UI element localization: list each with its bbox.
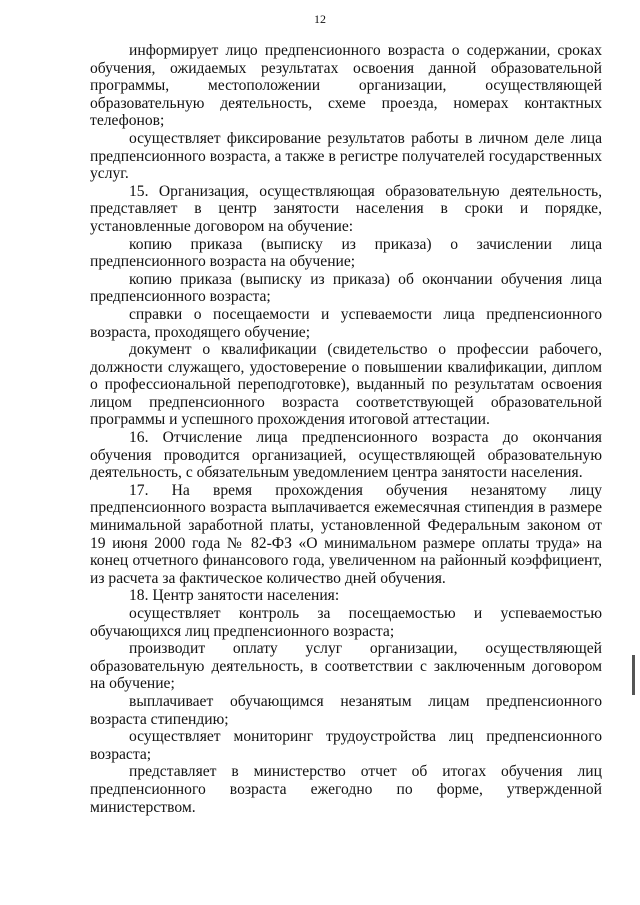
paragraph-completion-order: копию приказа (выписку из приказа) об окончании обучения лица предпенсионного возраста; [90,270,602,306]
page-number: 12 [314,12,326,26]
paragraph-enrollment-order: копию приказа (выписку из приказа) о зачислении лица предпенсионного возраста на обучение; [90,235,602,271]
scan-edge-mark [632,655,635,695]
document-body [90,42,602,816]
paragraph-employment-monitoring: осуществляет мониторинг трудоустройства лиц предпенсионного возраста; [90,728,602,763]
paragraph-pay-stipend: выплачивает обучающимся незанятым лицам предпенсионного возраста стипендию; [90,692,602,728]
paragraph-monitor-attendance: осуществляет контроль за посещаемостью и успеваемостью обучающихся лиц предпенсионного возраста; [90,605,602,640]
paragraph-qualification-document: документ о квалификации (свидетельство о профессии рабочего, должности служащего, удостоверение о повышении квалификации, диплом о профессиональной переподготовке), выданный по результатам освоения лицом предпенсионного возраста соответствующей образовательной программы и успешного прохождения итоговой аттестации. [90,341,602,429]
paragraph-pay-services: производит оплату услуг организации, осуществляющей образовательную деятельность, в соответствии с заключенным договором на обучение; [90,640,602,693]
paragraph-annual-report: представляет в министерство отчет об итогах обучения лиц предпенсионного возраста ежегодно по форме, утвержденной министерством. [90,763,602,816]
paragraph-item-18: 18. Центр занятости населения: [129,587,340,605]
paragraph-item-16: 16. Отчисление лица предпенсионного возраста до окончания обучения проводится организацией, осуществляющей образовательную деятельность, с обязательным уведомлением центра занятости населения. [90,429,602,482]
paragraph-item-17: 17. На время прохождения обучения незанятому лицу предпенсионного возраста выплачивается ежемесячная стипендия в размере минимальной заработной платы, установленной Федеральным законом от 19 июня 2000 года № 82-ФЗ «О минимальном размере оплаты труда» на конец отчетного финансового года, увеличенном на районный коэффициент, из расчета за фактическое количество дней обучения. [90,481,602,587]
paragraph-record-results: осуществляет фиксирование результатов работы в личном деле лица предпенсионного возраста, а также в регистре получателей государственных услуг. [90,129,602,183]
paragraph-inform-contacts: информирует лицо предпенсионного возраста о содержании, сроках обучения, ожидаемых результатах освоения данной образовательной программы, местоположении организации, осуществляющей образовательную деятельность, схеме проезда, номерах контактных телефонов; [90,42,602,130]
paragraph-item-15: 15. Организация, осуществляющая образовательную деятельность, представляет в центр занятости населения в сроки и порядке, установленные договором на обучение: [90,182,602,235]
paragraph-attendance-certificates: справки о посещаемости и успеваемости лица предпенсионного возраста, проходящего обучение; [90,305,602,341]
